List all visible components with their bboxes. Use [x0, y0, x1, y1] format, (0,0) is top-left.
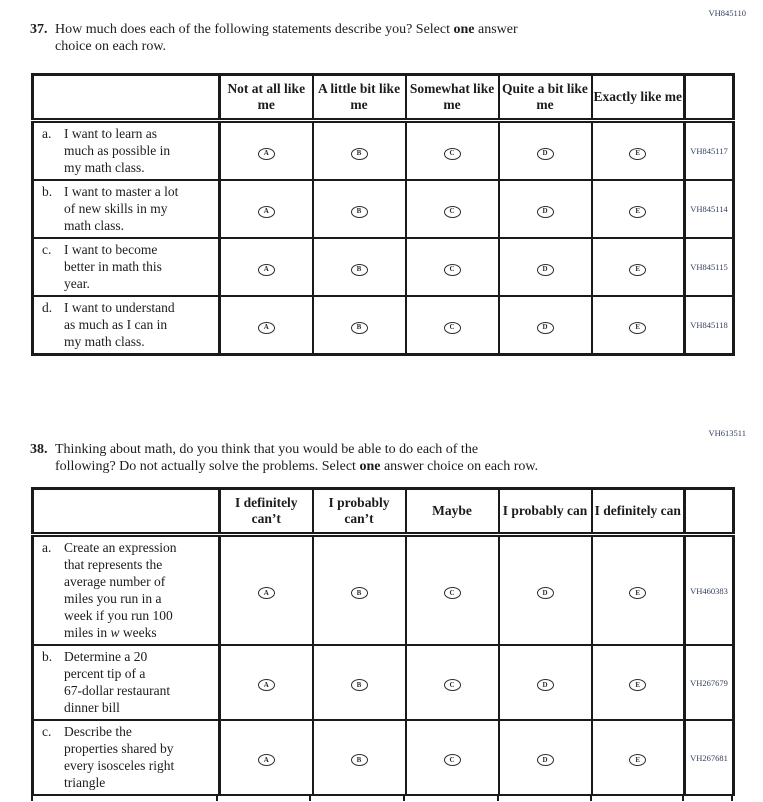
answer-bubble-c[interactable]: C — [444, 587, 461, 599]
column-header: I definitely can’t — [220, 489, 313, 535]
table-row — [33, 645, 734, 720]
row-label: c. — [42, 242, 52, 257]
column-header: Quite a bit like me — [499, 75, 592, 121]
answer-cell — [313, 645, 406, 720]
row-statement — [33, 238, 220, 296]
grid-37-header — [33, 75, 734, 121]
question-38-prompt: Thinking about math, do you think that you would be able to do each of the following? Do not actually solve the problems. Select one answer choice on each row. — [55, 442, 539, 474]
answer-cell — [499, 720, 592, 795]
row-label: a. — [42, 540, 52, 555]
answer-cell — [220, 296, 313, 355]
question-37-number: 37. — [30, 22, 48, 37]
row-code: VH845114 — [685, 180, 734, 238]
table-row — [33, 535, 734, 646]
answer-cell — [406, 645, 499, 720]
answer-bubble-b[interactable]: B — [351, 679, 368, 691]
question-38-accession-code: VH613511 — [708, 428, 746, 438]
answer-cell — [313, 535, 406, 646]
question-38-prompt-row — [30, 441, 763, 475]
question-37-prompt: How much does each of the following statements describe you? Select one answer choice on each row. — [55, 22, 518, 54]
table-border-stub — [216, 796, 218, 801]
answer-cell — [592, 121, 685, 181]
answer-cell — [220, 238, 313, 296]
answer-bubble-a[interactable]: A — [258, 679, 275, 691]
answer-bubble-b[interactable]: B — [351, 322, 368, 334]
column-header: Maybe — [406, 489, 499, 535]
answer-cell — [220, 121, 313, 181]
answer-cell — [406, 238, 499, 296]
row-code: VH845118 — [685, 296, 734, 355]
answer-bubble-a[interactable]: A — [258, 264, 275, 276]
row-label: b. — [42, 649, 53, 664]
answer-bubble-c[interactable]: C — [444, 322, 461, 334]
grid-38-body — [33, 535, 734, 796]
table-row — [33, 180, 734, 238]
answer-cell — [313, 238, 406, 296]
answer-cell — [592, 238, 685, 296]
answer-bubble-a[interactable]: A — [258, 587, 275, 599]
row-label: c. — [42, 724, 52, 739]
table-row — [33, 720, 734, 795]
row-statement — [33, 121, 220, 181]
row-statement — [33, 296, 220, 355]
table-row — [33, 238, 734, 296]
table-border-stub — [31, 796, 33, 801]
column-header: Exactly like me — [592, 75, 685, 121]
column-header: I definitely can — [592, 489, 685, 535]
table-border-stub — [497, 796, 499, 801]
question-38-number: 38. — [30, 442, 48, 457]
answer-cell — [313, 720, 406, 795]
answer-bubble-a[interactable]: A — [258, 322, 275, 334]
answer-cell — [406, 180, 499, 238]
answer-bubble-e[interactable]: E — [629, 148, 646, 160]
row-text: Describe the properties shared by every isosceles right triangle — [64, 724, 175, 790]
answer-cell — [406, 720, 499, 795]
answer-cell — [592, 296, 685, 355]
answer-cell — [406, 535, 499, 646]
question-37-prompt-row — [30, 21, 763, 55]
question-37-accession-code: VH845110 — [708, 8, 746, 18]
question-37-section — [0, 0, 763, 356]
answer-cell — [220, 535, 313, 646]
row-label: d. — [42, 300, 53, 315]
answer-cell — [313, 121, 406, 181]
answer-bubble-e[interactable]: E — [629, 754, 646, 766]
column-header: A little bit like me — [313, 75, 406, 121]
answer-bubble-c[interactable]: C — [444, 679, 461, 691]
column-header: I probably can’t — [313, 489, 406, 535]
answer-cell — [499, 238, 592, 296]
row-code: VH267679 — [685, 645, 734, 720]
table-continuation-stubs — [31, 796, 733, 802]
header-row — [33, 75, 734, 121]
row-label: b. — [42, 184, 53, 199]
grid-38-header — [33, 489, 734, 535]
row-text: Create an expression that represents the average number of miles you run in a week if you run 100 miles in w weeks — [64, 540, 177, 640]
answer-cell — [313, 180, 406, 238]
answer-bubble-c[interactable]: C — [444, 754, 461, 766]
answer-bubble-b[interactable]: B — [351, 148, 368, 160]
answer-bubble-b[interactable]: B — [351, 754, 368, 766]
answer-bubble-d[interactable]: D — [537, 587, 554, 599]
answer-cell — [499, 535, 592, 646]
answer-cell — [499, 180, 592, 238]
code-column-header — [685, 75, 734, 121]
answer-cell — [592, 645, 685, 720]
row-code: VH460383 — [685, 535, 734, 646]
answer-cell — [499, 296, 592, 355]
answer-bubble-d[interactable]: D — [537, 322, 554, 334]
answer-cell — [220, 180, 313, 238]
row-statement — [33, 535, 220, 646]
table-row — [33, 296, 734, 355]
header-row — [33, 489, 734, 535]
row-text: Determine a 20 percent tip of a 67-dollar restaurant dinner bill — [64, 649, 171, 715]
answer-cell — [592, 535, 685, 646]
column-header: Somewhat like me — [406, 75, 499, 121]
row-statement — [33, 645, 220, 720]
table-border-stub — [731, 796, 733, 801]
grid-37-body — [33, 121, 734, 355]
table-border-stub — [682, 796, 684, 801]
answer-bubble-e[interactable]: E — [629, 322, 646, 334]
answer-bubble-d[interactable]: D — [537, 148, 554, 160]
table-row — [33, 121, 734, 181]
row-code: VH267681 — [685, 720, 734, 795]
column-header: I probably can — [499, 489, 592, 535]
answer-bubble-c[interactable]: C — [444, 264, 461, 276]
answer-cell — [592, 180, 685, 238]
answer-cell — [499, 645, 592, 720]
row-text: I want to become better in math this year. — [64, 242, 162, 291]
question-38-section — [0, 428, 763, 802]
row-statement — [33, 180, 220, 238]
answer-bubble-a[interactable]: A — [258, 206, 275, 218]
row-text: I want to master a lot of new skills in my math class. — [64, 184, 179, 233]
answer-cell — [592, 720, 685, 795]
row-text: I want to learn as much as possible in my math class. — [64, 126, 171, 175]
answer-grid-38 — [31, 487, 735, 796]
answer-bubble-b[interactable]: B — [351, 206, 368, 218]
statement-column-header — [33, 75, 220, 121]
answer-bubble-a[interactable]: A — [258, 148, 275, 160]
answer-bubble-b[interactable]: B — [351, 264, 368, 276]
table-border-stub — [309, 796, 311, 801]
answer-grid-37 — [31, 73, 735, 356]
answer-bubble-e[interactable]: E — [629, 264, 646, 276]
answer-cell — [499, 121, 592, 181]
answer-bubble-c[interactable]: C — [444, 148, 461, 160]
table-border-stub — [403, 796, 405, 801]
row-statement — [33, 720, 220, 795]
answer-bubble-d[interactable]: D — [537, 206, 554, 218]
answer-bubble-d[interactable]: D — [537, 264, 554, 276]
answer-bubble-e[interactable]: E — [629, 206, 646, 218]
answer-cell — [406, 296, 499, 355]
row-code: VH845117 — [685, 121, 734, 181]
answer-cell — [220, 645, 313, 720]
statement-column-header — [33, 489, 220, 535]
answer-bubble-d[interactable]: D — [537, 754, 554, 766]
answer-bubble-b[interactable]: B — [351, 587, 368, 599]
answer-bubble-e[interactable]: E — [629, 679, 646, 691]
answer-bubble-c[interactable]: C — [444, 206, 461, 218]
row-text: I want to understand as much as I can in my math class. — [64, 300, 175, 349]
row-label: a. — [42, 126, 52, 141]
answer-bubble-a[interactable]: A — [258, 754, 275, 766]
answer-cell — [220, 720, 313, 795]
answer-bubble-e[interactable]: E — [629, 587, 646, 599]
column-header: Not at all like me — [220, 75, 313, 121]
answer-cell — [406, 121, 499, 181]
row-code: VH845115 — [685, 238, 734, 296]
table-border-stub — [590, 796, 592, 801]
answer-cell — [313, 296, 406, 355]
answer-bubble-d[interactable]: D — [537, 679, 554, 691]
code-column-header — [685, 489, 734, 535]
